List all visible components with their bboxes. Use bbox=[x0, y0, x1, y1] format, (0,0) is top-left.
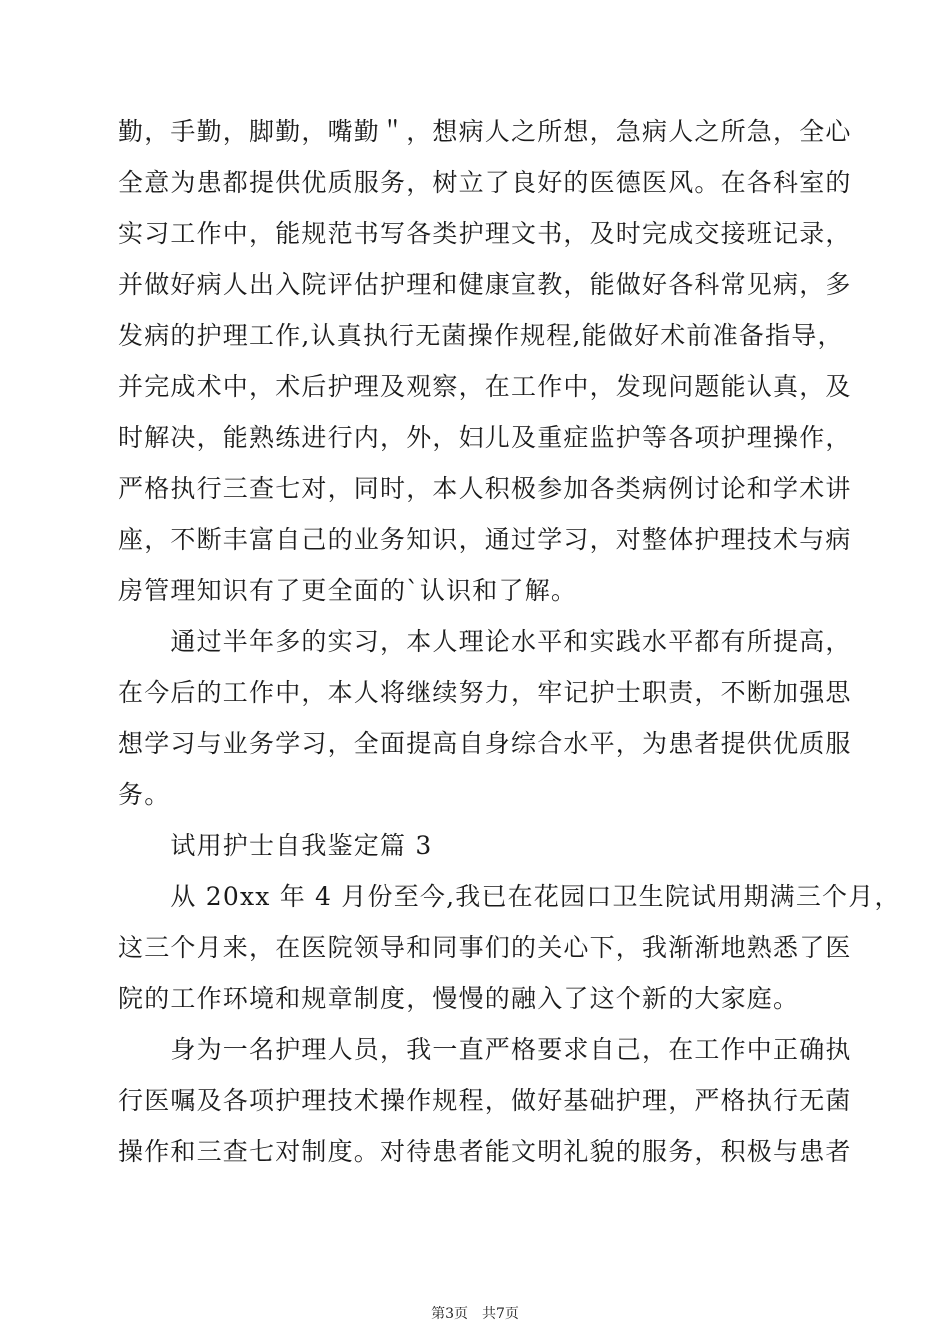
text-line: 并完成术中，术后护理及观察，在工作中，发现问题能认真，及 bbox=[118, 372, 852, 401]
page-number: 第3页 bbox=[431, 1306, 468, 1322]
text-line: 想学习与业务学习，全面提高自身综合水平，为患者提供优质服 bbox=[118, 729, 852, 758]
text-line: 这三个月来，在医院领导和同事们的关心下，我渐渐地熟悉了医 bbox=[118, 933, 852, 962]
text-line: 勤，手勤，脚勤，嘴勤＂，想病人之所想，急病人之所急，全心 bbox=[118, 117, 852, 146]
text-line: 实习工作中，能规范书写各类护理文书，及时完成交接班记录， bbox=[118, 219, 852, 248]
text-line: 并做好病人出入院评估护理和健康宣教，能做好各科常见病，多 bbox=[118, 270, 852, 299]
text-line: 务。 bbox=[118, 780, 171, 809]
text-line: 身为一名护理人员，我一直严格要求自己，在工作中正确执 bbox=[118, 1035, 852, 1064]
text-line: 严格执行三查七对，同时，本人积极参加各类病例讨论和学术讲 bbox=[118, 474, 852, 503]
section-heading: 试用护士自我鉴定篇 3 bbox=[118, 831, 433, 860]
page-total: 共7页 bbox=[482, 1306, 519, 1322]
page-footer bbox=[0, 1303, 950, 1323]
text-line: 时解决，能熟练进行内，外，妇儿及重症监护等各项护理操作， bbox=[118, 423, 852, 452]
text-line: 座，不断丰富自己的业务知识，通过学习，对整体护理技术与病 bbox=[118, 525, 852, 554]
text-line: 院的工作环境和规章制度，慢慢的融入了这个新的大家庭。 bbox=[118, 984, 800, 1013]
text-line: 操作和三查七对制度。对待患者能文明礼貌的服务，积极与患者 bbox=[118, 1137, 852, 1166]
text-line: 行医嘱及各项护理技术操作规程，做好基础护理，严格执行无菌 bbox=[118, 1086, 852, 1115]
text-line: 发病的护理工作,认真执行无菌操作规程,能做好术前准备指导， bbox=[118, 321, 844, 350]
text-line: 房管理知识有了更全面的`认识和了解。 bbox=[118, 576, 578, 605]
text-line: 通过半年多的实习，本人理论水平和实践水平都有所提高， bbox=[118, 627, 852, 656]
text-line: 从 20xx 年 4 月份至今,我已在花园口卫生院试用期满三个月， bbox=[118, 882, 901, 911]
text-line: 在今后的工作中，本人将继续努力，牢记护士职责，不断加强思 bbox=[118, 678, 852, 707]
text-line: 全意为患都提供优质服务，树立了良好的医德医风。在各科室的 bbox=[118, 168, 852, 197]
